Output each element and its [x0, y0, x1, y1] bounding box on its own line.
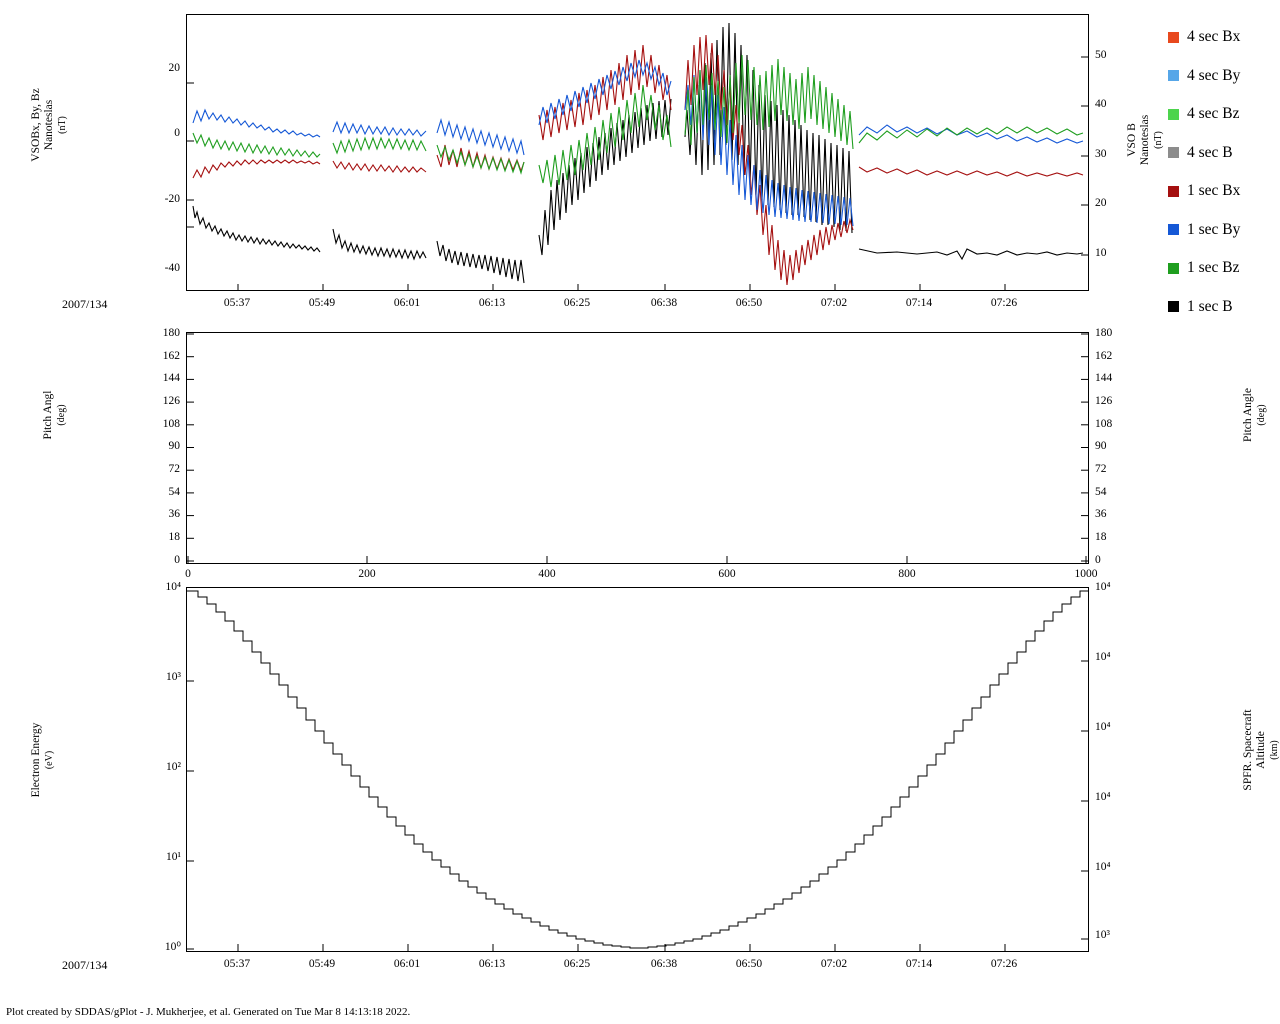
legend-item-4[interactable]	[1168, 172, 1278, 211]
panel3-ytick-left-0: 10⁴	[165, 581, 181, 593]
panel2-ylabel-left: Pitch Angl (deg)	[42, 390, 67, 440]
panel2-ytick-left-7: 126	[162, 395, 180, 407]
panel1-ylabel-left: VSOBx, By, Bz Nanoteslas (nT)	[30, 88, 68, 162]
legend-item-1[interactable]	[1168, 57, 1278, 96]
legend-swatch-icon	[1168, 224, 1179, 235]
legend-swatch-icon	[1168, 186, 1179, 197]
legend-item-7[interactable]	[1168, 288, 1278, 327]
panel3-ytick-right-4: 10⁴	[1095, 861, 1111, 873]
panel2-ytick-right-10: 180	[1095, 327, 1113, 339]
panel2-ytick-left-5: 90	[168, 440, 180, 452]
panel2-ytick-right-4: 72	[1095, 463, 1107, 475]
panel3-ytick-right-2: 10⁴	[1095, 721, 1111, 733]
legend-swatch-icon	[1168, 263, 1179, 274]
panel1-xtick-7: 07:02	[820, 297, 848, 309]
panel1-xtick-4: 06:25	[563, 297, 591, 309]
legend-item-6[interactable]	[1168, 249, 1278, 288]
panel3-ytick-right-3: 10⁴	[1095, 791, 1111, 803]
panel1-xtick-1: 05:49	[308, 297, 336, 309]
panel1-xtick-2: 06:01	[393, 297, 421, 309]
panel2-xtick-2: 400	[538, 568, 556, 580]
panel3-ytick-left-4: 10⁰	[164, 941, 181, 953]
panel1-ytick-right-0: 10	[1095, 247, 1107, 259]
panel1-ytick-left-3: 20	[168, 62, 180, 74]
panel1-ytick-left-1: -20	[164, 193, 180, 205]
panel2-ytick-left-1: 18	[168, 531, 180, 543]
panel3-xtick-0: 05:37	[223, 958, 251, 970]
panel1-ytick-left-2: 0	[174, 127, 180, 139]
panel2-ytick-right-3: 54	[1095, 486, 1107, 498]
panel1-xtick-6: 06:50	[735, 297, 763, 309]
legend-swatch-icon	[1168, 147, 1179, 158]
panel2-xtick-1: 200	[358, 568, 376, 580]
legend-label: 4 sec B	[1187, 143, 1233, 161]
panel-magnetic-field	[186, 14, 1089, 291]
panel1-xtick-9: 07:26	[990, 297, 1018, 309]
panel2-ytick-right-7: 126	[1095, 395, 1113, 407]
panel2-ytick-left-3: 54	[168, 486, 180, 498]
panel2-ytick-right-8: 144	[1095, 372, 1113, 384]
panel1-xtick-0: 05:37	[223, 297, 251, 309]
panel3-xtick-7: 07:02	[820, 958, 848, 970]
panel2-xtick-4: 800	[898, 568, 916, 580]
panel3-xtick-6: 06:50	[735, 958, 763, 970]
panel1-ytick-right-1: 20	[1095, 197, 1107, 209]
panel1-xtick-5: 06:38	[650, 297, 678, 309]
legend-swatch-icon	[1168, 70, 1179, 81]
panel2-ytick-right-0: 0	[1095, 554, 1101, 566]
panel2-ytick-right-1: 18	[1095, 531, 1107, 543]
panel3-ticks	[187, 588, 1088, 951]
panel3-xtick-4: 06:25	[563, 958, 591, 970]
panel1-ytick-right-4: 50	[1095, 49, 1107, 61]
legend-item-0[interactable]	[1168, 18, 1278, 57]
panel2-ylabel-right: Pitch Angle (deg)	[1242, 388, 1267, 442]
panel1-ytick-right-2: 30	[1095, 148, 1107, 160]
legend-label: 4 sec Bx	[1187, 28, 1241, 46]
panel1-xtick-3: 06:13	[478, 297, 506, 309]
panel2-ytick-left-2: 36	[168, 508, 180, 520]
legend-item-5[interactable]	[1168, 211, 1278, 250]
legend-label: 1 sec By	[1187, 220, 1241, 238]
panel3-xtick-8: 07:14	[905, 958, 933, 970]
panel3-xtick-3: 06:13	[478, 958, 506, 970]
panel2-ytick-right-9: 162	[1095, 350, 1113, 362]
legend-label: 4 sec By	[1187, 66, 1241, 84]
panel3-xtick-1: 05:49	[308, 958, 336, 970]
panel1-date-label: 2007/134	[62, 297, 108, 311]
panel1-ticks	[187, 15, 1088, 290]
panel3-ytick-left-3: 10¹	[166, 851, 181, 863]
panel2-ytick-left-6: 108	[162, 418, 180, 430]
legend-label: 4 sec Bz	[1187, 105, 1240, 123]
panel1-ylabel-right: VSO B Nanoteslas (nT)	[1126, 114, 1164, 166]
footer-credit: Plot created by SDDAS/gPlot - J. Mukherjee, et al. Generated on Tue Mar 8 14:13:18 2022.	[6, 1006, 411, 1018]
legend-label: 1 sec Bx	[1187, 182, 1241, 200]
panel2-xtick-5: 1000	[1074, 568, 1098, 580]
panel2-xtick-3: 600	[718, 568, 736, 580]
legend-swatch-icon	[1168, 32, 1179, 43]
legend-label: 1 sec B	[1187, 297, 1233, 315]
panel-pitch-angle	[186, 332, 1089, 564]
panel2-ytick-left-8: 144	[162, 372, 180, 384]
panel3-ylabel-right: SPFR. Spacecraft Altitude (km)	[1242, 709, 1280, 791]
panel3-xtick-5: 06:38	[650, 958, 678, 970]
panel3-xtick-9: 07:26	[990, 958, 1018, 970]
panel2-ytick-right-2: 36	[1095, 508, 1107, 520]
panel3-xtick-2: 06:01	[393, 958, 421, 970]
panel3-ytick-right-1: 10⁴	[1095, 651, 1111, 663]
panel2-ytick-left-9: 162	[162, 350, 180, 362]
panel2-ytick-left-10: 180	[162, 327, 180, 339]
panel3-ytick-right-5: 10³	[1095, 929, 1110, 941]
panel2-ytick-left-0: 0	[174, 554, 180, 566]
panel-electron-energy	[186, 587, 1089, 952]
panel1-xtick-8: 07:14	[905, 297, 933, 309]
panel3-ytick-right-0: 10⁴	[1095, 581, 1111, 593]
panel2-ytick-right-6: 108	[1095, 418, 1113, 430]
panel3-date-label: 2007/134	[62, 958, 108, 972]
legend-swatch-icon	[1168, 109, 1179, 120]
panel1-ytick-left-0: -40	[164, 262, 180, 274]
legend-label: 1 sec Bz	[1187, 259, 1240, 277]
panel2-ytick-right-5: 90	[1095, 440, 1107, 452]
panel3-ylabel-left: Electron Energy (eV)	[30, 722, 55, 798]
panel3-ytick-left-2: 10²	[166, 761, 181, 773]
legend	[1168, 18, 1278, 326]
panel2-ticks	[187, 333, 1088, 563]
panel2-xtick-0: 0	[185, 568, 191, 580]
legend-swatch-icon	[1168, 301, 1179, 312]
legend-item-2[interactable]	[1168, 95, 1278, 134]
panel1-ytick-right-3: 40	[1095, 98, 1107, 110]
panel2-ytick-left-4: 72	[168, 463, 180, 475]
panel3-ytick-left-1: 10³	[166, 671, 181, 683]
legend-item-3[interactable]	[1168, 134, 1278, 173]
